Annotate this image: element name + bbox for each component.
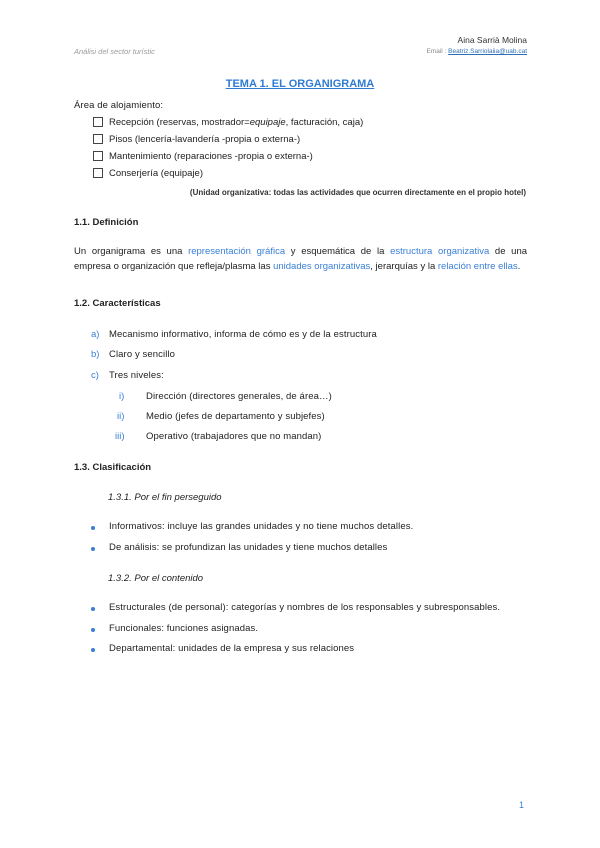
list-marker: c): [91, 370, 99, 381]
checkbox-conserjeria[interactable]: [93, 168, 103, 178]
list-item: Funcionales: funciones asignadas.: [109, 623, 259, 634]
keyword-unidades: unidades organizativas: [273, 261, 371, 272]
checkbox-mantenimiento[interactable]: [93, 151, 103, 161]
list-item: Estructurales (de personal): categorías y nombres de los responsables y subresponsables.: [109, 602, 501, 613]
page-number: 1: [518, 800, 524, 810]
unidad-organizativa-note: (Unidad organizativa: todas las actividades que ocurren directamente en el propio hotel): [189, 188, 526, 197]
page-title: TEMA 1. EL ORGANIGRAMA: [225, 78, 375, 90]
bullet-icon: [91, 547, 95, 551]
list-marker: b): [91, 349, 100, 360]
section-heading-caracteristicas: 1.2. Características: [74, 298, 161, 309]
list-item: De análisis: se profundizan las unidades y tiene muchos detalles: [109, 542, 388, 553]
bullet-icon: [91, 607, 95, 611]
header-subject: Análisi del sector turístic: [74, 47, 155, 56]
header-email: [426, 48, 527, 55]
checkbox-label-mantenimiento: Mantenimiento (reparaciones -propia o externa-): [109, 151, 313, 162]
checkbox-label-recepcion: Recepción (reservas, mostrador=equipaje, facturación, caja): [109, 117, 364, 128]
sublist-item: Dirección (directores generales, de área…): [146, 391, 332, 402]
sublist-marker: i): [119, 391, 125, 402]
keyword-representacion: representación gráfica: [188, 246, 286, 257]
list-item: Tres niveles:: [109, 370, 164, 381]
header-author: Aina Sarrià Molina: [457, 35, 527, 45]
bullet-icon: [91, 526, 95, 530]
checkbox-recepcion[interactable]: [93, 117, 103, 127]
sublist-marker: iii): [115, 431, 125, 442]
checkbox-label-conserjeria: Conserjería (equipaje): [109, 168, 203, 179]
email-link[interactable]: Beatriz.Sarriolaiia@uab.cat: [448, 48, 527, 55]
section-heading-definicion: 1.1. Definición: [74, 217, 139, 228]
checkbox-label-pisos: Pisos (lencería-lavandería -propia o externa-): [109, 134, 301, 145]
section-heading-clasificacion: 1.3. Clasificación: [74, 462, 152, 473]
sublist-item: Medio (jefes de departamento y subjefes): [146, 411, 325, 422]
list-item: Claro y sencillo: [109, 349, 176, 360]
list-marker: a): [91, 329, 100, 340]
checkbox-pisos[interactable]: [93, 134, 103, 144]
list-item: Informativos: incluye las grandes unidades y no tiene muchos detalles.: [109, 521, 414, 532]
sublist-item: Operativo (trabajadores que no mandan): [146, 431, 322, 442]
bullet-icon: [91, 648, 95, 652]
definicion-paragraph: Un organigrama es una representación gráfica y esquemática de la estructura organizativa de una empresa o organización que refleja/plasma las unidades organizativas, jerarquías y la relación entre ellas.: [74, 246, 528, 272]
list-item: Mecanismo informativo, informa de cómo es y de la estructura: [109, 329, 377, 340]
keyword-relacion: relación entre ellas: [437, 261, 518, 272]
subsection-heading-fin: 1.3.1. Por el fin perseguido: [108, 492, 222, 503]
alojamiento-heading: Área de alojamiento:: [74, 100, 164, 111]
subsection-heading-contenido: 1.3.2. Por el contenido: [108, 573, 204, 584]
bullet-icon: [91, 628, 95, 632]
list-item: Departamental: unidades de la empresa y sus relaciones: [109, 643, 355, 654]
keyword-estructura: estructura organizativa: [390, 246, 490, 257]
email-label: Email :: [426, 48, 447, 55]
sublist-marker: ii): [117, 411, 125, 422]
